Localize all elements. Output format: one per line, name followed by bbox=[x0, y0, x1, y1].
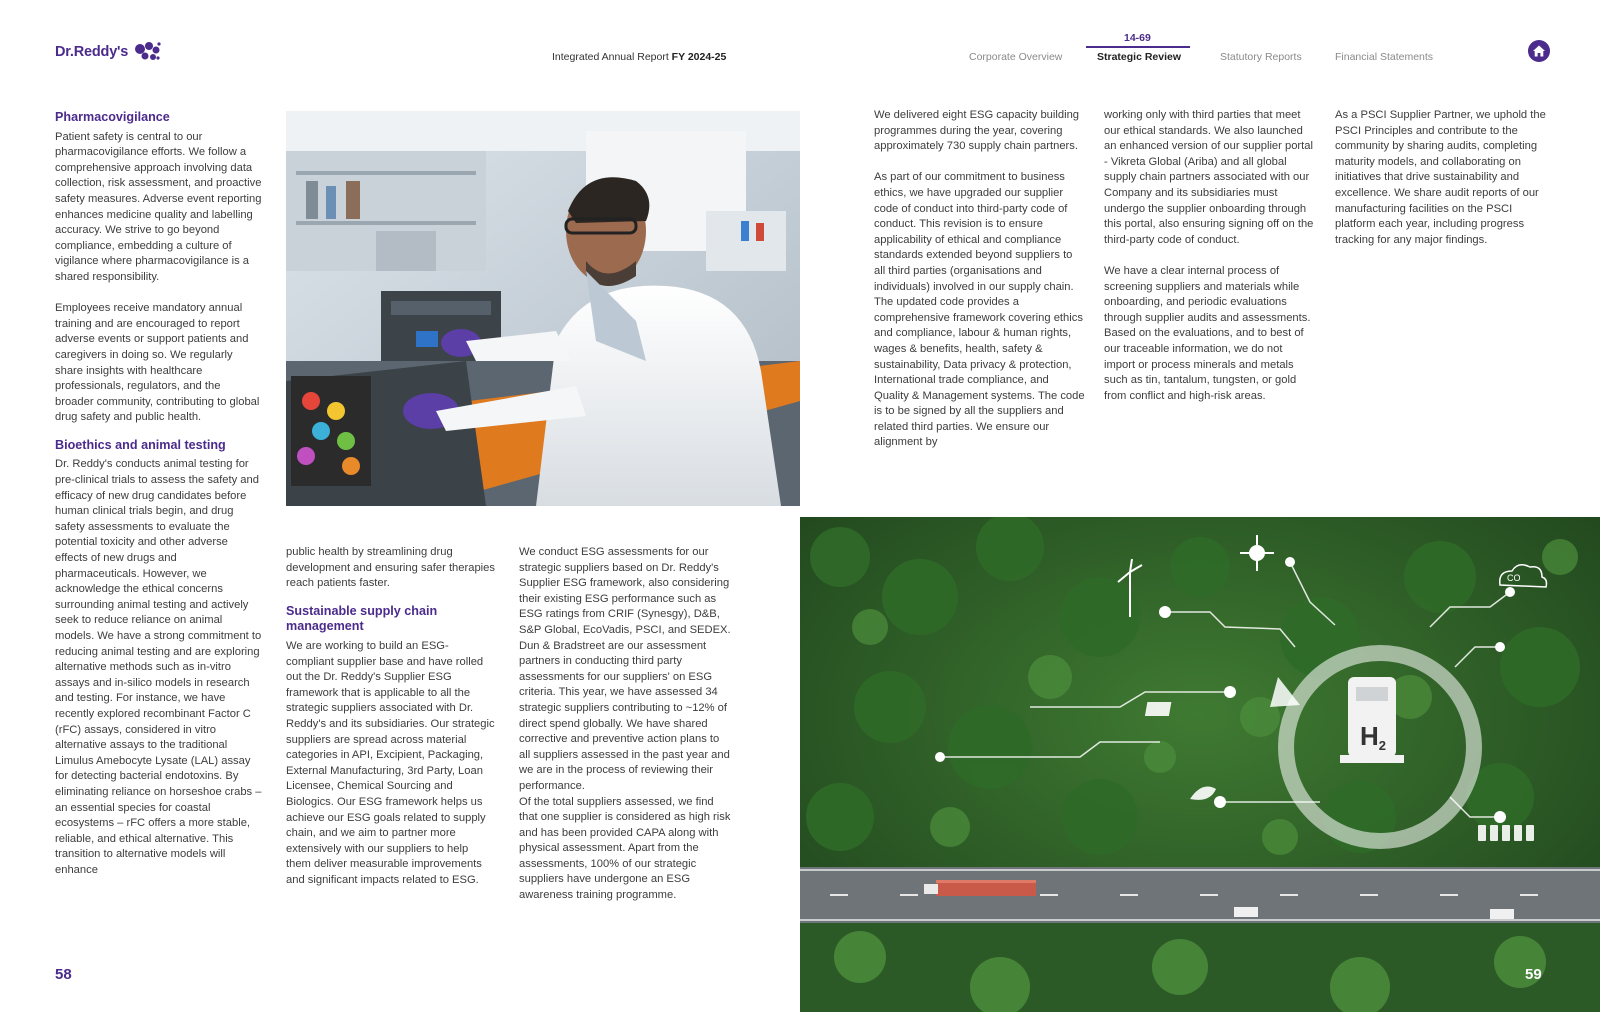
nav-financial-statements[interactable]: Financial Statements bbox=[1335, 51, 1434, 63]
nav-corporate-overview[interactable]: Corporate Overview bbox=[969, 51, 1063, 63]
home-icon bbox=[1532, 44, 1546, 58]
esg-assessment-paragraph-1: We conduct ESG assessments for our strategic suppliers based on Dr. Reddy's Supplier ESG framework, also considering their existing ESG performance such as ESG ratings from CRIF (Synesgy), D&B, S&P Global, EcoVadis, PSCI, and SEDEX. Dun & Bradstreet are our assessment partners in conducting third party assessments for our suppliers' on ESG criteria. This year, we have assessed 34 strategic suppliers contributing to ~12% of direct spend globally. We have shared corrective and preventive action plans to all suppliers assessed in the past year and we are in the process of reviewing their performance. bbox=[519, 546, 731, 792]
page-number-right: 59 bbox=[1525, 966, 1542, 983]
heading-pharmacovigilance: Pharmacovigilance bbox=[55, 110, 170, 124]
lab-scene-image bbox=[286, 111, 800, 506]
right-column-2 bbox=[1104, 108, 1316, 404]
brand-logo[interactable] bbox=[55, 40, 162, 64]
business-ethics-paragraph: As part of our commitment to business ethics, we have upgraded our supplier code of conduct into third-party code of conduct. This revision is to ensure applicability of ethical and compliance standards extended beyond suppliers to all third parties (organisations and individuals) involved in our supply chain. The updated code provides a comprehensive framework covering ethics and compliance, labour & human rights, wages & benefits, health, safety & sustainability, Data privacy & protection, International trade compliance, and Quality & Management systems. The code is to be signed by all the suppliers and related third parties. We ensure our alignment by bbox=[874, 171, 1085, 449]
psci-paragraph: As a PSCI Supplier Partner, we uphold the PSCI Principles and contribute to the community by sharing audits, completing maturity models, and collaborating on initiatives that drive sustainability and excellence. We share audit reports of our manufacturing facilities on the PSCI platform each year, including progress tracking for any major findings. bbox=[1335, 109, 1546, 246]
page-number-left: 58 bbox=[55, 966, 72, 983]
public-health-paragraph: public health by streamlining drug development and ensuring safer therapies reach patients faster. bbox=[286, 546, 495, 590]
logo-mark-icon bbox=[132, 40, 162, 64]
esg-assessment-paragraph-2: Of the total suppliers assessed, we find that one supplier is considered as high risk and has been provided CAPA along with physical assessment. Apart from the assessments, 100% of our strategic suppliers have undergone an ESG awareness training programme. bbox=[519, 795, 731, 902]
bioethics-paragraph: Dr. Reddy's conducts animal testing for pre-clinical trials to assess the safety and efficacy of new drug candidates before human clinical trials begin, and drug safety assessments to evaluate the potential toxicity and other adverse effects of new drugs and pharmaceuticals. However, we acknowledge the ethical concerns surrounding animal testing and actively seek to reduce reliance on animal models. We have a strong commitment to reducing animal testing and are exploring alternative methods such as in-vitro assays and in-silico models in research and testing. For instance, we have recently explored recombinant Factor C (rFC) assays, considered in vitro alternative assays to the traditional Limulus Amebocyte Lysate (LAL) assay for detecting bacterial endotoxins. By eliminating reliance on horseshoe crabs – an essential species for coastal ecosystems – rFC offers a more stable, reliable, and ethical alternative. This transition to alternative models will enhance bbox=[55, 458, 262, 876]
left-column-2 bbox=[286, 545, 496, 888]
left-column-3 bbox=[519, 545, 731, 904]
pharmacovigilance-paragraph-1: Patient safety is central to our pharmacovigilance efforts. We follow a comprehensive approach involving data collection, risk assessment, and proactive safety measures. Adverse event reporting enhances medicine quality and labelling accuracy. We strive to go beyond compliance, embedding a culture of vigilance where pharmacovigilance is a shared responsibility. bbox=[55, 130, 262, 283]
forest-scene-image bbox=[800, 517, 1600, 1012]
screening-paragraph: We have a clear internal process of screening suppliers and materials while onboarding, and periodic evaluations through supplier audits and assessments. Based on the evaluations, and to best of our traceable information, we do not import or process minerals and metals such as tin, tantalum, tungsten, or gold from conflict and high-risk areas. bbox=[1104, 264, 1311, 402]
third-party-paragraph: working only with third parties that meet our ethical standards. We also launched an enhanced version of our supplier portal - Vikreta Global (Ariba) and all global supply chain partners associated with our Company and its subsidiaries must undergo the supplier onboarding through this portal, also ensuring signing off on the third-party code of conduct. bbox=[1104, 109, 1314, 246]
brand-name: Dr.Reddy's bbox=[55, 44, 129, 60]
h2-label: H bbox=[1360, 721, 1379, 751]
right-column-3 bbox=[1335, 108, 1555, 248]
supply-chain-paragraph: We are working to build an ESG-compliant supplier base and have rolled out the Dr. Reddy's Supplier ESG framework that is applicable to all the strategic suppliers associated with Dr. Reddy's and its subsidiaries. Our strategic suppliers are spread across material categories in API, Excipient, Packaging, External Manufacturing, 3rd Party, Loan Licensee, Chemical Sourcing and Biologics. Our ESG framework helps us achieve our ESG goals related to supply chain, and we aim to partner more extensively with our suppliers to help them deliver measurable improvements and significant impacts related to ESG. bbox=[286, 639, 495, 886]
report-title: Integrated Annual Report FY 2024-25 bbox=[552, 51, 727, 63]
right-column-1 bbox=[874, 108, 1086, 451]
nav-statutory-reports[interactable]: Statutory Reports bbox=[1220, 51, 1302, 63]
home-button[interactable] bbox=[1528, 40, 1550, 62]
heading-sustainable-supply-chain: Sustainable supply chain management bbox=[286, 603, 438, 634]
pharmacovigilance-paragraph-2: Employees receive mandatory annual training and are encouraged to report adverse events or support patients and caregivers in doing so. We regularly share insights with healthcare professionals, regulators, and the broader community, contributing to global drug safety and public health. bbox=[55, 302, 260, 424]
forest-road-sustainability-image bbox=[800, 517, 1600, 1012]
left-column-1 bbox=[55, 110, 262, 879]
capacity-building-paragraph: We delivered eight ESG capacity building programmes during the year, covering approximately 730 supply chain partners. bbox=[874, 109, 1080, 153]
h2-subscript: 2 bbox=[1378, 738, 1387, 753]
co2-label: CO bbox=[1507, 573, 1521, 583]
nav-page-range: 14-69 bbox=[1124, 32, 1151, 44]
nav-strategic-review[interactable]: Strategic Review bbox=[1097, 51, 1182, 63]
nav-active-underline bbox=[1086, 46, 1190, 48]
lab-scientist-photo bbox=[286, 111, 800, 506]
heading-bioethics: Bioethics and animal testing bbox=[55, 437, 226, 452]
